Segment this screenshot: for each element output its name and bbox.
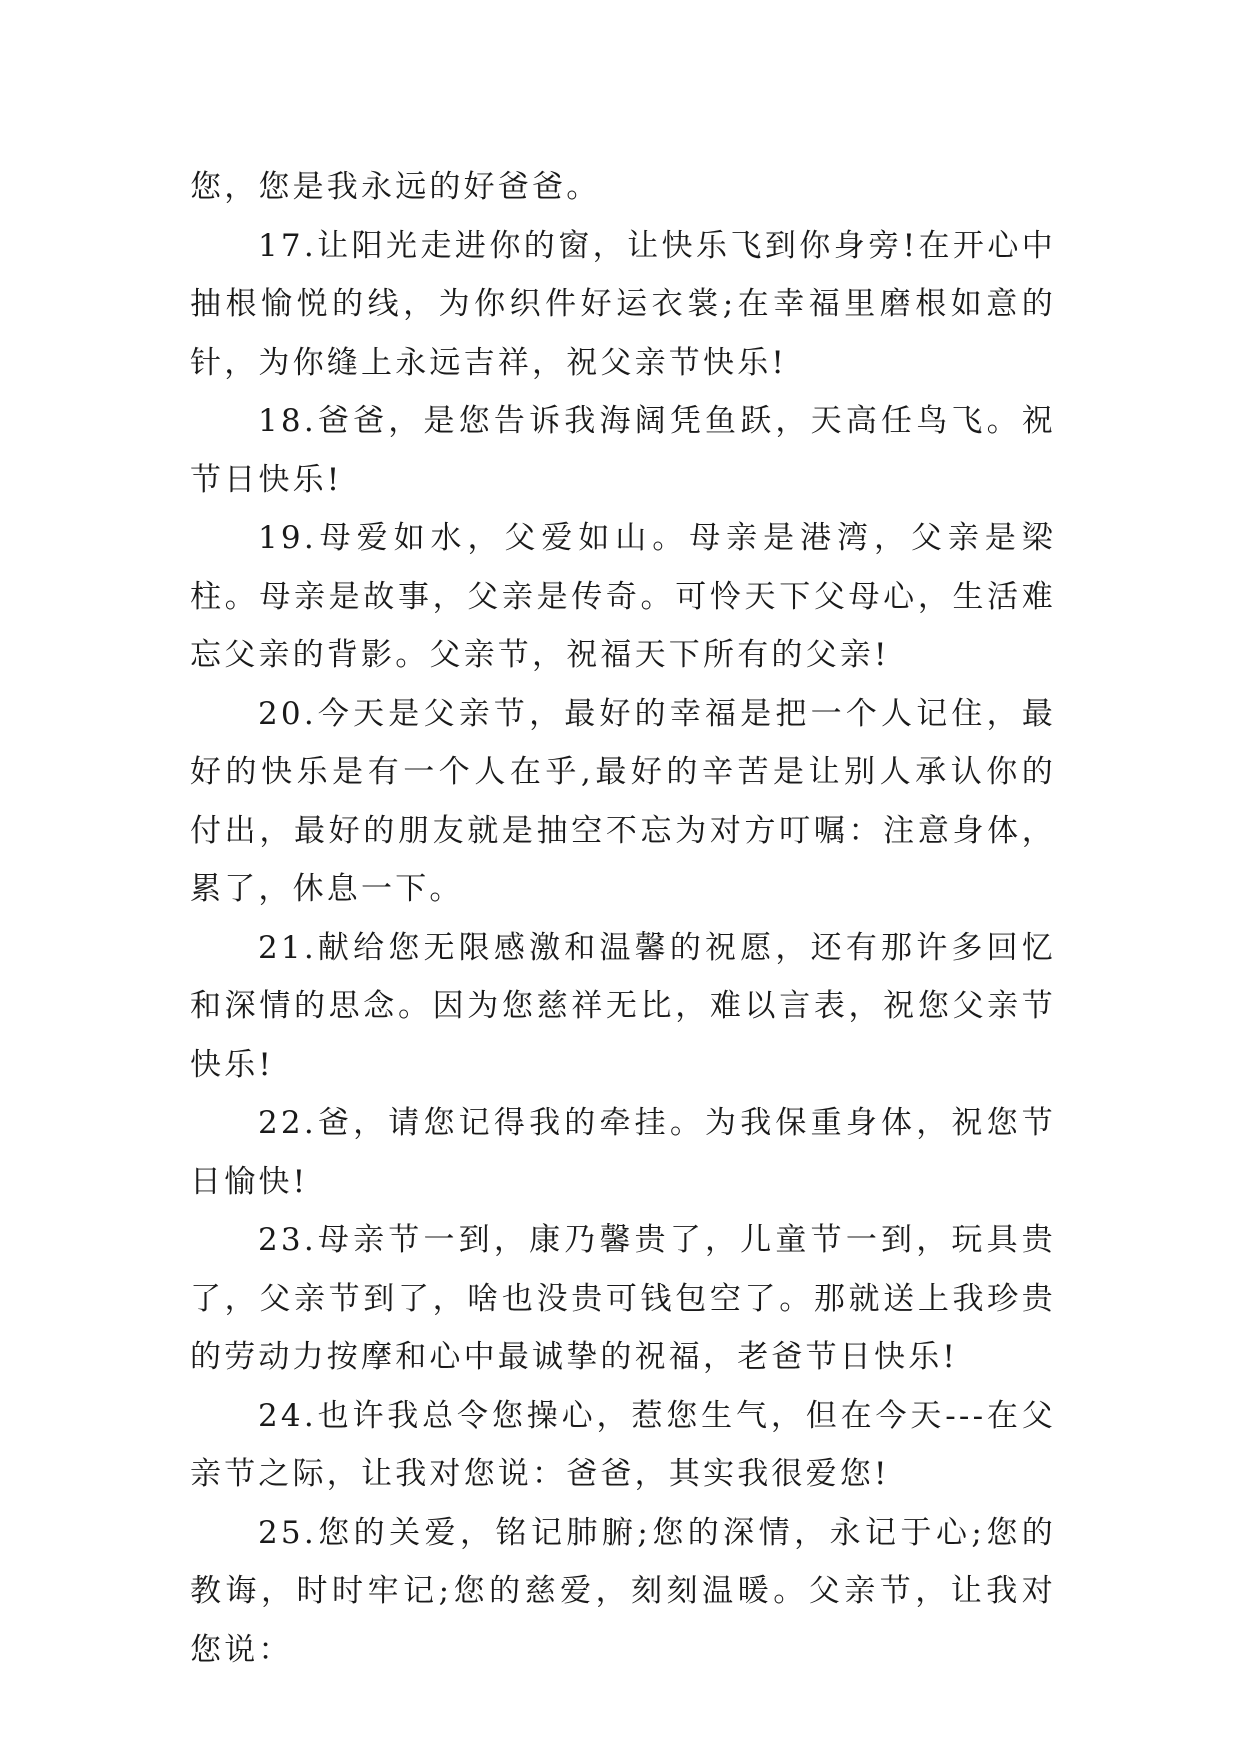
paragraph-20: 20.今天是父亲节，最好的幸福是把一个人记住，最好的快乐是有一个人在乎,最好的辛苦是让别人承认你的付出，最好的朋友就是抽空不忘为对方叮嘱：注意身体，累了，休息一下。 xyxy=(190,695,1056,907)
paragraph-19: 19.母爱如水，父爱如山。母亲是港湾，父亲是梁柱。母亲是故事，父亲是传奇。可怜天下父母心，生活难忘父亲的背影。父亲节，祝福天下所有的父亲! xyxy=(190,520,1056,673)
paragraph-23: 23.母亲节一到，康乃馨贵了，儿童节一到，玩具贵了，父亲节到了，啥也没贵可钱包空了。那就送上我珍贵的劳动力按摩和心中最诚挚的祝福，老爸节日快乐! xyxy=(190,1222,1056,1375)
paragraph-21: 21.献给您无限感激和温馨的祝愿，还有那许多回忆和深情的思念。因为您慈祥无比，难以言表，祝您父亲节快乐! xyxy=(190,929,1056,1083)
paragraph-24: 24.也许我总令您操心，惹您生气，但在今天---在父亲节之际，让我对您说：爸爸，其实我很爱您! xyxy=(190,1397,1056,1492)
paragraph-18: 18.爸爸，是您告诉我海阔凭鱼跃，天高任鸟飞。祝节日快乐! xyxy=(190,403,1056,498)
paragraph-17: 17.让阳光走进你的窗，让快乐飞到你身旁!在开心中抽根愉悦的线，为你织件好运衣裳;在幸福里磨根如意的针，为你缝上永远吉祥，祝父亲节快乐! xyxy=(190,227,1056,381)
paragraph-25: 25.您的关爱，铭记肺腑;您的深情，永记于心;您的教诲，时时牢记;您的慈爱，刻刻温暖。父亲节，让我对您说： xyxy=(190,1514,1056,1668)
document-body xyxy=(190,158,1056,1679)
paragraph-22: 22.爸，请您记得我的牵挂。为我保重身体，祝您节日愉快! xyxy=(190,1105,1056,1200)
paragraph-16-continuation: 您，您是我永远的好爸爸。 xyxy=(190,169,601,205)
